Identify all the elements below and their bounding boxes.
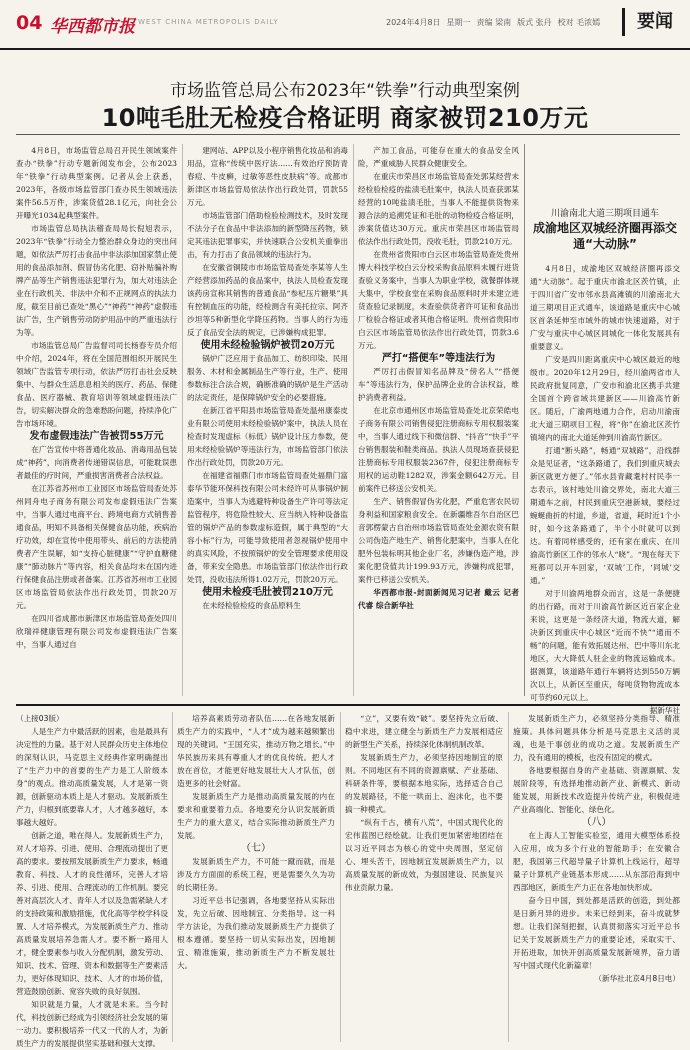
paragraph: 锅炉广泛应用于食品加工、纺织印染、民用服务、木材和金属制品生产等行业，生产、使用参数标注合法合规，确断准确的锅炉是生产活动的法定责任，是保障锅炉安全的必要措施。	[187, 354, 348, 402]
editor-credit: 责编 梁南	[476, 18, 512, 27]
article-byline: 华西都市报-封面新闻见习记者 戴云 记者 代睿 综合新华社	[358, 588, 519, 610]
paragraph: 创新之道，唯在得人。发展新质生产力，对人才培养、引进、使用、合理流动提出了更高的要求。要按照发展新质生产力要求，畅通教育、科技、人才的良性循环，完善人才培养、引进、使用、合理流动的工作机制。要完善对高层次人才、青年人才以及急需紧缺人才的支持政策和激励措施，优化高等学校学科设置、人才培养模式，为发展新质生产力、推动高质量发展培养急需人才。要不断一路用人才，健全要素参与收入分配机制，激发劳动、知识、技术、管理、资本和数据等生产要素活力，更好体现知识、技术、人才的市场价值，营造鼓励创新、宽容失败的良好氛围。	[16, 831, 168, 996]
masthead-english: WEST CHINA METROPOLIS DAILY	[138, 18, 279, 26]
paragraph: 市场监管总局广告监督司司长杨春专员介绍中介绍，2024年，将在全国范围组织开展民生领域广告监管专项行动，依法严厉打击社会反映集中、与群众生活息息相关的医疗、药品、保健食品、医疗器械、教育培训等领域虚假违法广告，切实解决群众的急难愁盼问题，持续净化广告市场环境。	[16, 341, 177, 428]
lower-column-2	[177, 712, 335, 1042]
paragraph: 习近平总书记强调，各地要坚持从实际出发，先立后破、因地制宜、分类指导。这一科学方法论，为我们推动发展新质生产力提供了根本遵循。要坚持一切从实际出发，因地制宜、精准施策，推动新质生产力不断发展壮大。	[177, 896, 335, 970]
sidebar-kicker: 川渝南北大道三期项目通车	[550, 209, 659, 219]
paragraph: 严厉打击假冒知名品牌及“傍名人”“搭便车”等违法行为，保护品牌企业的合法权益，维护消费者利益。	[358, 367, 519, 402]
lower-column-3	[345, 712, 503, 1042]
article-column-3	[358, 144, 519, 696]
paragraph: 对于川渝两地群众而言，这是一条便捷的出行路，而对于川渝高竹新区近百家企业来说，这更是一条经济大道，物流大道，解决新区到重庆中心城区“近而不快”“通而不畅”的问题，能有效拓展达州、巴中等川东北地区，大大降低人驻企业的物流运输成本。据测算，该道路年通行车辆将达到550万辆次以上，从新区至重庆，每吨货物物流成本可节约60元以上。	[530, 589, 680, 702]
paragraph: 在上海人工智能实验室，通用大模型体系投入应用，成为多个行业的智能助手；在安徽合肥，我国第三代超导量子计算机上线运行，超导量子计算机产业链基本形成……从东部沿海到中西部地区，新质生产力正在各地加快形成。	[513, 831, 680, 892]
lower-column-1	[16, 712, 168, 1048]
paragraph: 建网站、APP以及小程序销售化妆品和消毒用品，宣称“传统中医疗法……有效治疗预防青春痘、牛皮癣，过敏等恶性皮肤病”等。成都市新津区市场监管局依法作出行政处罚，罚款55万元。	[187, 146, 348, 207]
designer-credit: 版式 张丹	[517, 18, 552, 27]
paragraph: 在广告宣传中将普通化妆品、消毒用品包装成“神药”，向消费者传递错误信息，可能耽误患者最佳的疗时间，严重损害消费者合法权益。	[16, 445, 177, 480]
paragraph: “纵有千古，横有八荒”，中国式现代化的宏伟蓝图已经绘就。让我们更加紧密地团结在以习近平同志为核心的党中央周围，坚定信心、埋头苦干，因地制宜发展新质生产力，以高质量发展的新成效，为强国建设、民族复兴伟业贡献力量。	[345, 818, 503, 892]
paragraph: 广安是四川距离重庆中心城区最近的地级市。2020年12月29日，经川渝两省市人民政府批复同意，广安市和渝北区携手共建全国首个跨省域共建新区——川渝高竹新区。随后，广渝两地通力合作，启动川渝南北大道三期项目工程，将“你”在渝北区茨竹镇境内的南北大道延伸到川渝高竹新区。	[530, 355, 680, 442]
column-divider	[182, 144, 183, 696]
paragraph: 人是生产力中最活跃的因素，也是最具有决定性的力量。基于对人民群众历史主体地位的深刻认识，马克思主义经典作家明确提出了“生产力中的首要的生产力是工人阶级本身”的观点。推动高质量发展，人才是第一资源，创新驱动本质上是人才驱动。发展新质生产力，归根到底要靠人才，人才越多越好，本事越大越好。	[16, 727, 168, 827]
issue-weekday: 星期一	[446, 18, 471, 27]
column-divider	[524, 144, 525, 696]
paragraph: 发展新质生产力，必须坚持分类指导、精准施策。具体问题具体分析是马克思主义活的灵魂，也是干事创业的成功之道。发展新质生产力，没有通用的模板，也没有固定的模式。	[513, 714, 680, 762]
proofreader-credit: 校对 毛浓嫣	[557, 18, 601, 27]
paragraph: 在四川省成都市新津区市场监管局查处四川欣瑞祥健康管理有限公司发布虚假违法广告案中，当事人通过自	[16, 614, 177, 649]
article-column-1	[16, 144, 177, 696]
section-subhead: 严打“搭便车”等违法行为	[381, 353, 496, 364]
paragraph: 4月8日，成渝地区双城经济圈再添交通“大动脉”。起于重庆市渝北区茨竹镇，止于四川省广安市邻水县高滩镇的川渝南北大道三期项目正式通车，该道路是重庆中心城区首条延伸至市域外的城市快速道路，对于广安与重庆中心城区同城化一体化发展具有重要意义。	[530, 264, 680, 351]
paragraph: 在北京市通州区市场监管局查处北京荣皓电子商务有限公司销售侵犯注册商标专用权服装案中，当事人通过线下和微信群、“抖音”“快手”平台销售服装和鞋类商品。执法人员现场查获侵犯注册商标专用权服装2367件，侵犯注册商标专用权的运动鞋1282双，涉案金额642万元。目前案件已移送公安机关。	[358, 406, 519, 493]
section-subhead: 使用未检疫毛肚被罚210万元	[202, 587, 333, 598]
section-tag: 要闻	[622, 8, 685, 36]
masthead-logo: 华西都市报	[50, 17, 135, 37]
article-column-2	[187, 144, 348, 696]
paragraph: 打通“断头路”，畅通“双城路”，沿线群众是见证者，“这条路通了，我们到重庆城去新区就更方便了。”邻水县青藏耄村村民李一志表示，该村地处川渝交界处，南北大道三期通车之前，村民到重庆空港新城，要经过蜿蜒曲折的村道，乡道，省道，耗时近1个小时，如今这条路通了，半个小时就可以到达。有着同样感受的，还有家在重庆、在川渝高竹新区工作的邻水人“晓”。“现在每天下班都可以开车回家，‘双城’工作，‘同城’交通。”	[530, 446, 680, 585]
section-subhead: 发布虚假违法广告被罚55万元	[29, 431, 164, 442]
paragraph: 市场监管部门借助检验检测技术，及时发现不法分子在食品中非法添加的新型降压药物，锁定其违法犯罪事实，并快速联合公安机关重拳出击，有力打击了食品领域的违法行为。	[187, 211, 348, 259]
paragraph: 产加工食品，可能存在重大的食品安全风险，严重威胁人民群众健康安全。	[358, 146, 519, 168]
section-number: （七）	[241, 843, 271, 854]
issue-date: 2024年4月8日	[386, 18, 441, 27]
paragraph: 发展新质生产力，不可能一蹴而就，而是涉及方方面面的系统工程，更是需要久久为功的长期任务。	[177, 857, 335, 892]
paragraph: 各地要根据自身的产业基础、资源禀赋、发展阶段等，有选择地推动新产业、新模式、新动能发展，用新技术改造提升传统产业，积极促进产业高端化、智能化、绿色化。	[513, 766, 680, 814]
continued-marker: （上接03版）	[16, 714, 64, 723]
paragraph: 奋今日中国，到处都是活跃的创造，到处都是日新月异的进步。未来已经到来，奋斗成就梦想。让我们深刻把握，认真贯彻落实习近平总书记关于发展新质生产力的重要论述，采取实干、开拓进取，加快开创高质量发展新境界，奋力谱写中国式现代化新篇章！	[513, 896, 680, 970]
news-credit: （新华社北京4月8日电）	[594, 974, 680, 983]
paragraph: 在贵州省贵阳市白云区市场监管局查处贵州博大科技学校白云分校采购食品原料未履行进货查验义务案中，当事人为职业学校，就餐群体规大集中，学校食堂在采购食品原料时并未建立进货查验记录制度，未查验供货者许可证和食品出厂检验合格证或者其他合格证明。贵州省贵阳市白云区市场监管局依法作出行政处罚，罚款3.6万元。	[358, 250, 519, 350]
lower-column-4	[513, 712, 680, 1042]
paragraph: 在重庆市荣昌区市场监管局查处郭某经营未经检验检疫的盐渍毛肚案中，执法人员查获郭某经营的10吨盐渍毛肚，当事人不能提供货物来源合法的追溯凭证和毛肚的动物检疫合格证明，涉案货值达30万元。重庆市荣昌区市场监管局依法作出行政处罚，没收毛肚，罚款210万元。	[358, 172, 519, 246]
paragraph: 在新江省平阳县市场监管局查处温州康泰皮业有限公司使用未经检验锅炉案中，执法人员在检查时发现虚标（标低）锅炉设计压力参数，使用未经检验锅炉等违法行为，市场监管部门依法作出行政处罚，罚款20万元。	[187, 406, 348, 467]
sidebar-source: 据新华社	[649, 706, 680, 715]
paragraph: 在未经检验检疫的食品原料生	[202, 601, 301, 610]
article-headline: 10吨毛肚无检疫合格证明 商家被罚210万元	[101, 104, 589, 132]
paragraph: “立”，又要有效“破”。要坚持先立后破、稳中求进，建立健全与新质生产力发展相适应的新型生产关系，持续深化体制机制改革。	[345, 714, 503, 749]
page-header	[0, 0, 690, 50]
paragraph: 在安徽省铜陵市市场监管局查处李某等人生产经营添加药品的食品案中，执法人员检查发现该药房宣称其销售的普通食品“参杞压片糖果”具有控制血压的功能，经检测含有美托拉宗、阿齐沙坦等5种新型化学降压药物。当事人的行为违反了食品安全法的规定，已涉嫌构成犯罪。	[187, 263, 348, 337]
article-kicker: 市场监管总局公布2023年“铁拳”行动典型案例	[170, 81, 520, 101]
paragraph: 发展新质生产力是推动高质量发展的内在要求和重要着力点。各地要充分认识发展新质生产力的重大意义，结合实际推动新质生产力发展。	[177, 792, 335, 840]
section-divider	[16, 704, 680, 706]
paragraph: 培养高素质劳动者队伍……在各地发展新质生产力的实践中，“人才”成为越来越频繁出现的关键词。“王国充实，推动万物之增长。”中华民族历来具有尊重人才的优良传统。把人才放在首位，才能更好地发展壮大人才队伍，创造更多的社会财富。	[177, 714, 335, 788]
column-divider	[353, 144, 354, 696]
column-divider	[340, 712, 341, 1042]
page-number: 04	[16, 12, 43, 34]
paragraph: 发展新质生产力，必须坚持因地制宜的原则。不同地区有不同的资源禀赋、产业基础、科研条件等，要根据本地实际，选择适合自己的发展路径，不能一哄而上、泡沫化，也不要搞一种模式。	[345, 753, 503, 814]
issue-info	[386, 17, 606, 28]
paragraph: 生产、销售假冒伪劣化肥，严重危害农民切身利益和国家粮食安全。在新疆维吾尔自治区巴音郭楞蒙古自治州市场监管局查处金源农资有限公司伪造产地生产、销售化肥案中，当事人在化肥外包装标明其他企业厂名，涉嫌伪造产地，涉案化肥货值共计199.93万元，涉嫌构成犯罪，案件已移送公安机关。	[358, 497, 519, 584]
paragraph: 知识就是力量，人才就是未来。当今时代，科技创新已经成为引领经济社会发展的第一动力。要积极培养一代又一代的人才，为新质生产力的发展提供坚实基础和强大支撑。	[16, 1000, 168, 1048]
paragraph: 市场监管总局执法稽查局局长倪旭表示，2023年“铁拳”行动全力整治群众身边的突出问题，如依法严厉打击食品中非法添加国家禁止使用的食品添加剂、假冒伪劣化肥、窃补贴骗补购牌产品等生产销售违法犯罪行为，加大对违法企业在行政机关、非法中介和不正规网点的执法力度，截至目前已查处“黑心”“神药”“神药”虚假违法广告，生产销售劳动防护用品中的严重违法行为等。	[16, 224, 177, 337]
column-divider	[508, 712, 509, 1042]
section-number: （八）	[581, 817, 612, 828]
paragraph: 4月8日，市场监管总局召开民生领域案件查办“铁拳”行动专题新闻发布会，公布2023年“铁拳”行动典型案例。记者从会上获悉，2023年，各级市场监管部门查办民生领域违法案件56.5万件，涉案货值28.1亿元，向社会公开曝光1034起典型案件。	[16, 146, 177, 220]
paragraph: 在福建省福鼎门市市场监管局查处福鼎门富泰华节能环保科技有限公司未经许可从事锅炉制造案中，当事人为逃避特种设备生产许可等法定监管程序，将危险性较大、应当纳入特种设备监管的锅炉产品的参数虚标造假，属于典型的“大容小标”行为，可能导致使用者忽视锅炉使用中的真实风险，不按照锅炉的安全管理要求使用设备，带来安全隐患。市场监管部门依法作出行政处罚，没收违法所得1.02万元，罚款20万元。	[187, 471, 348, 584]
section-subhead: 使用未经检验锅炉被罚20万元	[200, 340, 335, 351]
sidebar-headline: 成渝地区双城经济圈再添交通“大动脉”	[532, 221, 677, 251]
paragraph: 在江苏省苏州市工业园区市场监管局查处苏州同舟电子商务有限公司发布虚假违法广告案中，当事人通过电商平台、跨境电商方式销售普通食品，明知不具备相关保健食品功能，疾病治疗功效，却在宣传中使用带头、前后的方法使消费者产生误解，如“支持心脏健康”“守护血糖健康”“肺动脉片”等内容，相关食品均未在国内进行保健食品注册或者备案。江苏省苏州市工业园区市场监管局依法作出行政处罚，罚款20万元。	[16, 484, 177, 610]
headline-rule	[16, 134, 680, 135]
sidebar-body	[530, 262, 680, 715]
column-divider	[172, 712, 173, 1042]
